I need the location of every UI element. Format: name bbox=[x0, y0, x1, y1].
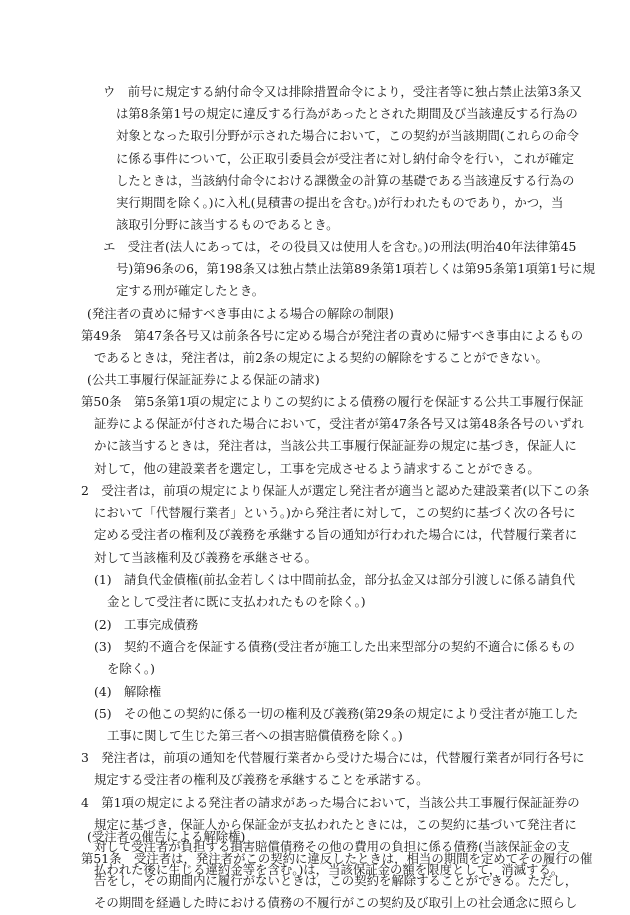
text-line: エ 受注者(法人にあっては，その役員又は使用人を含む。)の刑法(明治40年法律第45 bbox=[103, 239, 577, 254]
article-50 bbox=[81, 391, 584, 480]
text-line: 工事に関して生じた第三者への損害賠償債務を除く。) bbox=[107, 728, 403, 744]
text-line: 対して当該権利及び義務を承継させる。 bbox=[94, 549, 318, 565]
text-line: 号)第96条の6，第198条又は独占禁止法第89条第1項若しくは第95条第1項第1号に規 bbox=[116, 261, 596, 277]
text-line: (発注者の責めに帰すべき事由による場合の解除の制限) bbox=[87, 306, 394, 321]
article-50-paragraph-2 bbox=[81, 480, 589, 569]
text-line: であるときは，発注者は，前2条の規定による契約の解除をすることができない。 bbox=[94, 350, 548, 366]
text-line: 証券による保証が付された場合において，受注者が第47条各号又は第48条各号のいずれ bbox=[94, 416, 584, 432]
sub-item-1 bbox=[94, 569, 575, 613]
text-line: 告をし，その期間内に履行がないときは，この契約を解除することができる。ただし， bbox=[94, 873, 578, 889]
item-e bbox=[103, 236, 595, 303]
text-line: 第50条 第5条第1項の規定によりこの契約による債務の履行を保証する公共工事履行保証 bbox=[81, 394, 584, 409]
article-heading bbox=[87, 826, 245, 848]
article-49 bbox=[81, 325, 583, 369]
sub-item-3 bbox=[94, 636, 575, 680]
text-line: (2) 工事完成債務 bbox=[94, 617, 199, 632]
text-line: 4 第1項の規定による発注者の請求があった場合において，当該公共工事履行保証証券の bbox=[81, 795, 580, 810]
text-line: 対象となった取引分野が示された場合において，この契約が当該期間(これらの命令 bbox=[116, 128, 580, 144]
text-line: (公共工事履行保証証券による保証の請求) bbox=[87, 372, 320, 387]
text-line: 払われた後に生じる違約金等を含む。)は，当該保証金の額を限度として，消滅する。 bbox=[94, 861, 564, 877]
item-u bbox=[103, 81, 582, 236]
article-heading bbox=[87, 369, 320, 391]
text-line: 実行期間を除く。)に入札(見積書の提出を含む。)が行われたものであり，かつ，当 bbox=[116, 195, 564, 211]
text-line: 該取引分野に該当するものであるとき。 bbox=[116, 217, 339, 233]
text-line: 金として受注者に既に支払われたものを除く。) bbox=[107, 594, 366, 610]
text-line: (受注者の催告による解除権) bbox=[87, 829, 246, 844]
sub-item-4 bbox=[94, 681, 161, 703]
text-line: において「代替履行業者」という。)から発注者に対して，この契約に基づく次の各号に bbox=[94, 505, 576, 521]
article-heading bbox=[87, 303, 394, 325]
text-line: (4) 解除権 bbox=[94, 684, 162, 699]
sub-item-5 bbox=[94, 703, 578, 747]
sub-item-2 bbox=[94, 614, 198, 636]
text-line: かに該当するときは，発注者は，当該公共工事履行保証証券の規定に基づき，保証人に bbox=[94, 438, 577, 454]
text-line: (5) その他この契約に係る一切の権利及び義務(第29条の規定により受注者が施工した bbox=[94, 706, 579, 721]
text-line: 2 受注者は，前項の規定により保証人が選定し発注者が適当と認めた建設業者(以下この条 bbox=[81, 483, 590, 498]
text-line: 3 発注者は，前項の通知を代替履行業者から受けた場合には，代替履行業者が同行各号に bbox=[81, 750, 585, 765]
text-line: は第8条第1号の規定に違反する行為があったとされた期間及び当該違反する行為の bbox=[116, 106, 578, 122]
text-line: 規定に基づき，保証人から保証金が支払われたときには，この契約に基づいて発注者に bbox=[94, 817, 577, 833]
text-line: を除く。) bbox=[107, 661, 155, 677]
text-line: 規定する受注者の権利及び義務を承継することを承諾する。 bbox=[94, 772, 429, 788]
text-line: 対して，他の建設業者を選定し，工事を完成させるよう請求することができる。 bbox=[94, 460, 540, 476]
text-line: 第49条 第47条各号又は前条各号に定める場合が発注者の責めに帰すべき事由によるもの bbox=[81, 328, 584, 343]
text-line: (3) 契約不適合を保証する債務(受注者が施工した出来型部分の契約不適合に係るもの bbox=[94, 639, 575, 654]
text-line: に係る事件について，公正取引委員会が受注者に対し納付命令を行い，これが確定 bbox=[116, 150, 574, 166]
text-line: 第51条 受注者は，発注者がこの契約に違反したときは，相当の期間を定めてその履行の催 bbox=[81, 851, 593, 866]
text-line: (1) 請負代金債権(前払金若しくは中間前払金，部分払金又は部分引渡しに係る請負代 bbox=[94, 572, 575, 587]
article-51 bbox=[81, 848, 592, 915]
text-line: 定する刑が確定したとき。 bbox=[116, 283, 265, 299]
text-line: その期間を経過した時における債務の不履行がこの契約及び取引上の社会通念に照らし bbox=[94, 895, 578, 911]
article-50-paragraph-3 bbox=[81, 747, 585, 791]
text-line: したときは，当該納付命令における課徴金の計算の基礎である当該違反する行為の bbox=[116, 172, 575, 188]
text-line: 対して受注者が負担する損害賠償債務その他の費用の負担に係る債務(当該保証金の支 bbox=[94, 839, 570, 855]
text-line: ウ 前号に規定する納付命令又は排除措置命令により，受注者等に独占禁止法第3条又 bbox=[103, 84, 582, 99]
text-line: 定める受注者の権利及び義務を承継する旨の通知が行われた場合には，代替履行業者に bbox=[94, 527, 578, 543]
